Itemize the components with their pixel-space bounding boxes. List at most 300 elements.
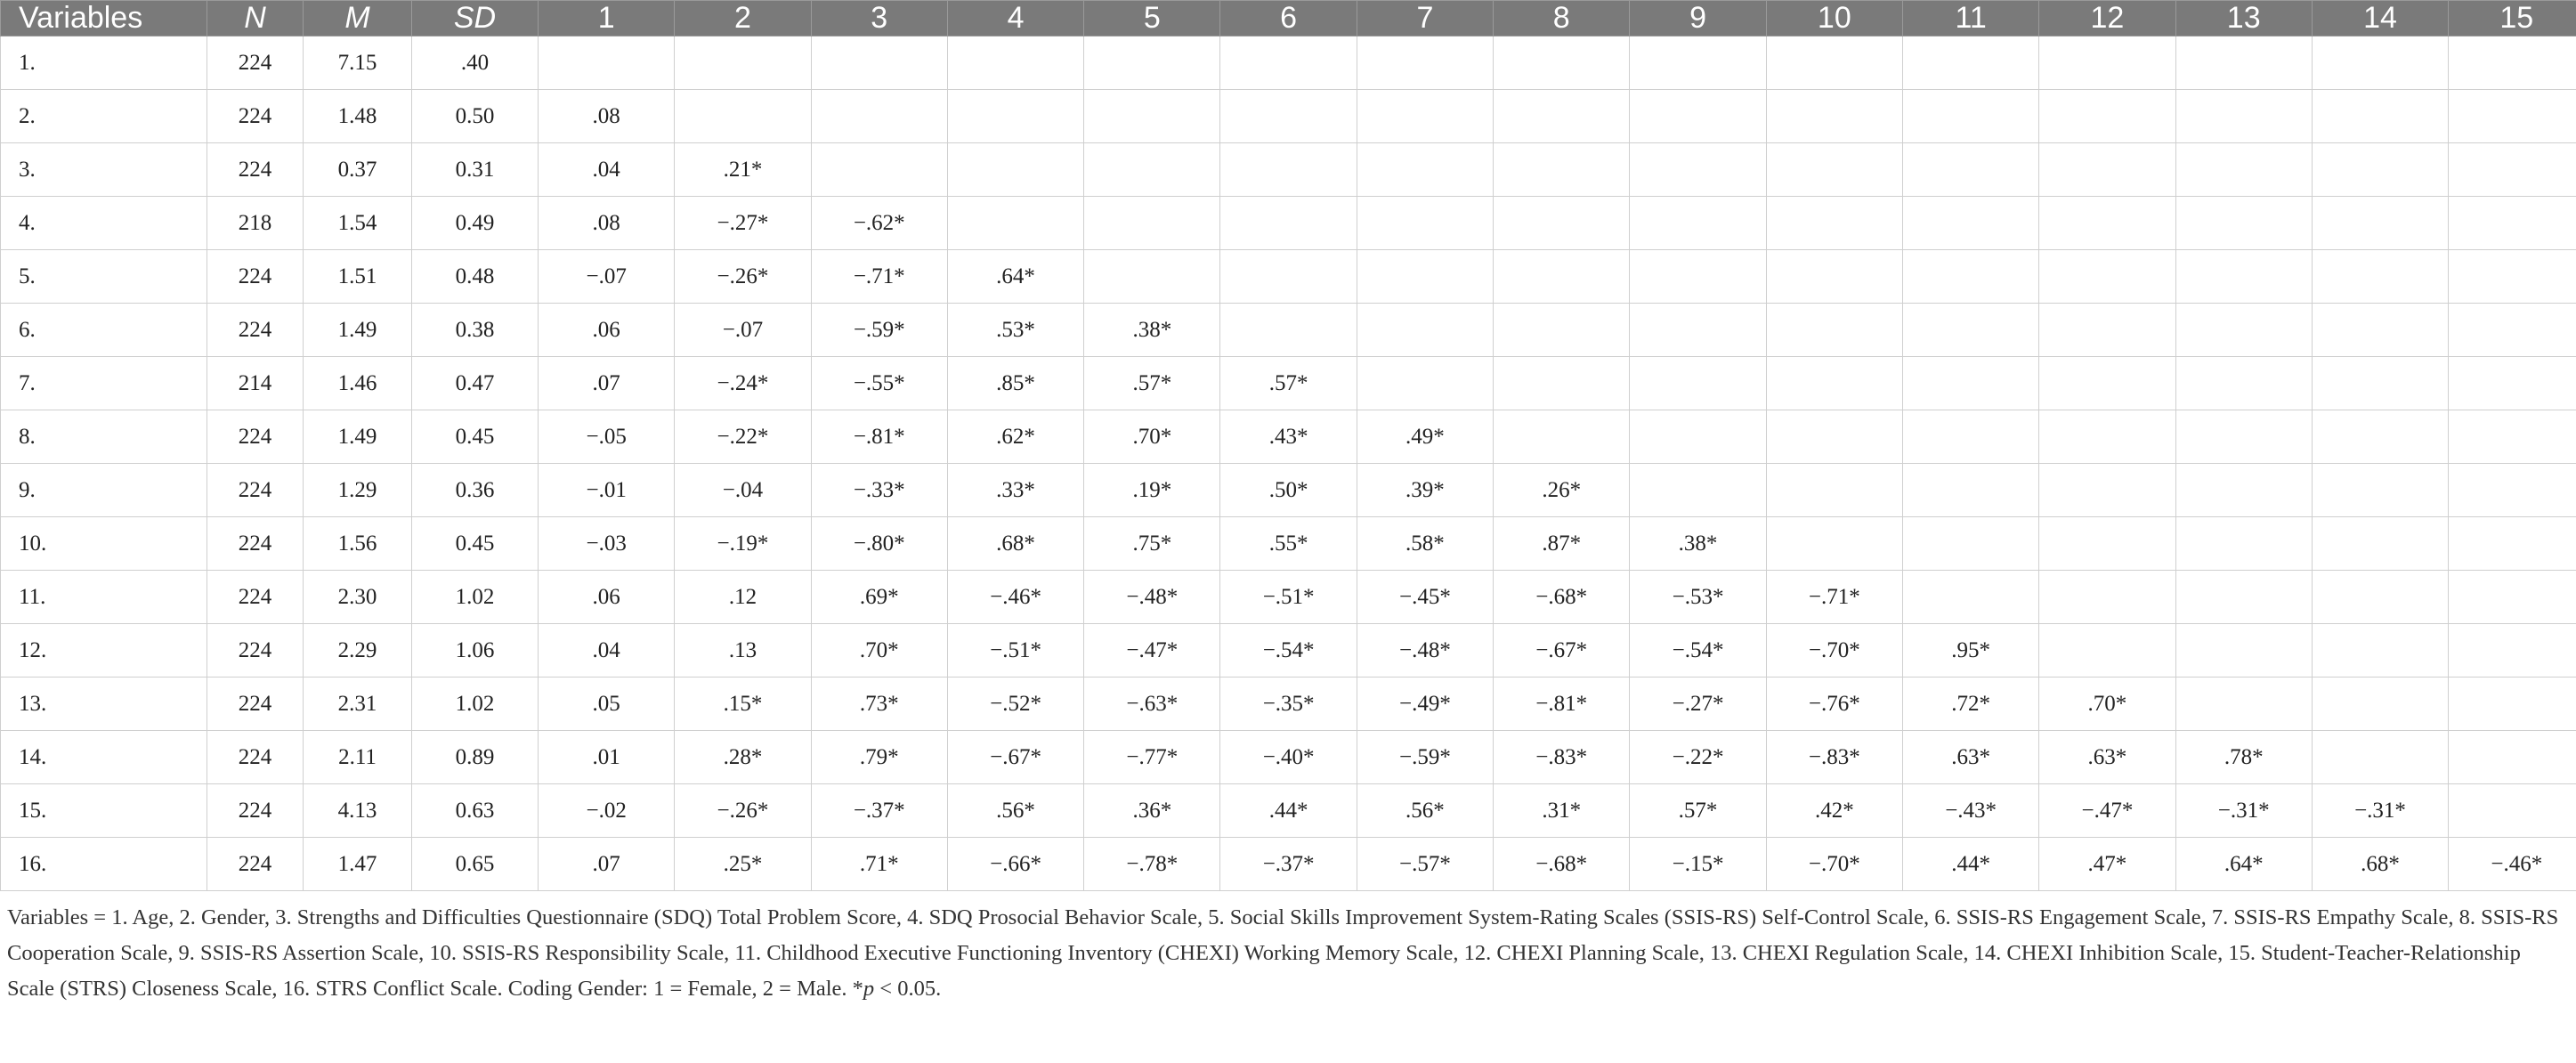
table-cell: −.59* bbox=[1357, 731, 1493, 784]
table-cell: 1.51 bbox=[304, 250, 412, 304]
table-cell: 0.47 bbox=[412, 357, 539, 410]
column-header: 5 bbox=[1084, 1, 1220, 37]
table-row bbox=[1, 143, 2576, 197]
table-cell bbox=[1766, 304, 1902, 357]
table-cell: 224 bbox=[207, 731, 304, 784]
table-cell: .05 bbox=[539, 678, 675, 731]
column-header: 13 bbox=[2175, 1, 2312, 37]
table-cell bbox=[811, 90, 947, 143]
table-cell bbox=[1357, 90, 1493, 143]
table-cell: .04 bbox=[539, 143, 675, 197]
table-cell bbox=[947, 197, 1083, 250]
table-cell bbox=[811, 143, 947, 197]
table-cell bbox=[2039, 464, 2175, 517]
table-cell bbox=[1220, 197, 1357, 250]
table-cell bbox=[1902, 517, 2038, 571]
table-cell bbox=[1630, 304, 1766, 357]
table-cell: 0.31 bbox=[412, 143, 539, 197]
table-cell: −.22* bbox=[675, 410, 811, 464]
table-cell bbox=[1902, 37, 2038, 90]
table-cell: −.51* bbox=[947, 624, 1083, 678]
table-cell: .43* bbox=[1220, 410, 1357, 464]
table-cell bbox=[2039, 197, 2175, 250]
table-cell: −.54* bbox=[1630, 624, 1766, 678]
table-cell: −.46* bbox=[947, 571, 1083, 624]
table-row bbox=[1, 517, 2576, 571]
table-cell bbox=[2449, 731, 2576, 784]
table-cell bbox=[1494, 37, 1630, 90]
table-cell: .08 bbox=[539, 90, 675, 143]
table-cell bbox=[2449, 37, 2576, 90]
table-cell: .25* bbox=[675, 838, 811, 891]
table-row bbox=[1, 197, 2576, 250]
table-cell bbox=[1220, 143, 1357, 197]
column-header: 2 bbox=[675, 1, 811, 37]
table-cell bbox=[1902, 357, 2038, 410]
note-p-tail: < 0.05. bbox=[874, 977, 942, 1001]
table-cell: 1.47 bbox=[304, 838, 412, 891]
table-cell bbox=[1766, 464, 1902, 517]
table-cell: 2.31 bbox=[304, 678, 412, 731]
table-header-row bbox=[1, 1, 2576, 37]
table-cell: .64* bbox=[2175, 838, 2312, 891]
table-cell: 0.49 bbox=[412, 197, 539, 250]
table-cell: .68* bbox=[2312, 838, 2448, 891]
note-p-symbol: p bbox=[863, 977, 875, 1001]
table-cell: 218 bbox=[207, 197, 304, 250]
table-cell: −.35* bbox=[1220, 678, 1357, 731]
table-cell: .70* bbox=[2039, 678, 2175, 731]
table-cell: .78* bbox=[2175, 731, 2312, 784]
table-cell: −.48* bbox=[1357, 624, 1493, 678]
table-cell bbox=[2039, 143, 2175, 197]
table-cell: −.48* bbox=[1084, 571, 1220, 624]
table-cell: .26* bbox=[1494, 464, 1630, 517]
table-cell bbox=[1630, 197, 1766, 250]
table-cell: −.76* bbox=[1766, 678, 1902, 731]
table-cell: −.47* bbox=[2039, 784, 2175, 838]
column-header: 1 bbox=[539, 1, 675, 37]
variable-label-cell: 4. bbox=[1, 197, 207, 250]
column-header: 7 bbox=[1357, 1, 1493, 37]
table-cell: 1.02 bbox=[412, 678, 539, 731]
table-cell: .13 bbox=[675, 624, 811, 678]
table-cell bbox=[2312, 464, 2448, 517]
variable-label-cell: 15. bbox=[1, 784, 207, 838]
table-cell bbox=[539, 37, 675, 90]
table-cell bbox=[2312, 143, 2448, 197]
table-cell: .95* bbox=[1902, 624, 2038, 678]
table-cell bbox=[1494, 197, 1630, 250]
table-cell bbox=[2449, 571, 2576, 624]
column-header: SD bbox=[412, 1, 539, 37]
table-cell: 224 bbox=[207, 464, 304, 517]
table-cell: .44* bbox=[1902, 838, 2038, 891]
table-cell: −.07 bbox=[675, 304, 811, 357]
table-row bbox=[1, 410, 2576, 464]
table-cell: .57* bbox=[1220, 357, 1357, 410]
table-cell bbox=[2039, 304, 2175, 357]
table-cell bbox=[2175, 37, 2312, 90]
table-cell: −.81* bbox=[811, 410, 947, 464]
table-cell: −.52* bbox=[947, 678, 1083, 731]
table-cell bbox=[1630, 37, 1766, 90]
table-cell bbox=[1494, 410, 1630, 464]
table-cell bbox=[2312, 197, 2448, 250]
table-cell bbox=[2039, 250, 2175, 304]
table-cell bbox=[1766, 357, 1902, 410]
variable-label-cell: 6. bbox=[1, 304, 207, 357]
table-cell bbox=[2039, 517, 2175, 571]
table-cell: −.55* bbox=[811, 357, 947, 410]
table-cell bbox=[2175, 624, 2312, 678]
table-cell bbox=[1902, 464, 2038, 517]
table-cell: −.78* bbox=[1084, 838, 1220, 891]
table-cell: 224 bbox=[207, 571, 304, 624]
table-cell: .75* bbox=[1084, 517, 1220, 571]
table-cell bbox=[2039, 624, 2175, 678]
table-cell bbox=[1494, 357, 1630, 410]
variable-label-cell: 1. bbox=[1, 37, 207, 90]
table-cell: 1.49 bbox=[304, 410, 412, 464]
table-cell bbox=[1902, 90, 2038, 143]
table-cell: 224 bbox=[207, 250, 304, 304]
variable-label-cell: 11. bbox=[1, 571, 207, 624]
table-row bbox=[1, 571, 2576, 624]
table-cell: .69* bbox=[811, 571, 947, 624]
table-cell: 224 bbox=[207, 37, 304, 90]
table-cell: −.81* bbox=[1494, 678, 1630, 731]
table-cell: .87* bbox=[1494, 517, 1630, 571]
table-cell bbox=[1630, 143, 1766, 197]
table-cell: .33* bbox=[947, 464, 1083, 517]
table-cell bbox=[1902, 143, 2038, 197]
table-cell bbox=[1630, 250, 1766, 304]
table-cell: 0.45 bbox=[412, 410, 539, 464]
table-cell bbox=[1084, 37, 1220, 90]
table-cell: −.05 bbox=[539, 410, 675, 464]
table-row bbox=[1, 731, 2576, 784]
table-cell: −.49* bbox=[1357, 678, 1493, 731]
table-cell: −.37* bbox=[1220, 838, 1357, 891]
column-header: 4 bbox=[947, 1, 1083, 37]
table-cell bbox=[1357, 143, 1493, 197]
table-row bbox=[1, 678, 2576, 731]
table-cell: 1.29 bbox=[304, 464, 412, 517]
table-cell bbox=[2312, 517, 2448, 571]
variable-label-cell: 5. bbox=[1, 250, 207, 304]
table-cell: .31* bbox=[1494, 784, 1630, 838]
table-cell bbox=[1084, 143, 1220, 197]
table-cell: .42* bbox=[1766, 784, 1902, 838]
variable-label-cell: 2. bbox=[1, 90, 207, 143]
table-cell: −.26* bbox=[675, 250, 811, 304]
table-cell: 224 bbox=[207, 678, 304, 731]
table-cell: −.83* bbox=[1494, 731, 1630, 784]
table-cell: −.51* bbox=[1220, 571, 1357, 624]
table-cell: −.03 bbox=[539, 517, 675, 571]
table-cell bbox=[2175, 304, 2312, 357]
column-header: M bbox=[304, 1, 412, 37]
table-cell bbox=[1084, 90, 1220, 143]
table-cell: 1.49 bbox=[304, 304, 412, 357]
table-cell bbox=[1220, 90, 1357, 143]
table-cell: 0.63 bbox=[412, 784, 539, 838]
column-header: 8 bbox=[1494, 1, 1630, 37]
table-cell: .57* bbox=[1084, 357, 1220, 410]
table-cell bbox=[1902, 571, 2038, 624]
table-cell: −.01 bbox=[539, 464, 675, 517]
table-cell: −.67* bbox=[947, 731, 1083, 784]
table-cell bbox=[2175, 464, 2312, 517]
table-cell: −.68* bbox=[1494, 838, 1630, 891]
table-cell bbox=[2312, 357, 2448, 410]
table-cell: .40 bbox=[412, 37, 539, 90]
table-row bbox=[1, 624, 2576, 678]
table-cell: 224 bbox=[207, 784, 304, 838]
table-cell: .58* bbox=[1357, 517, 1493, 571]
table-cell: .36* bbox=[1084, 784, 1220, 838]
table-cell bbox=[2449, 304, 2576, 357]
column-header: 9 bbox=[1630, 1, 1766, 37]
table-cell: −.80* bbox=[811, 517, 947, 571]
table-cell: 224 bbox=[207, 304, 304, 357]
variable-label-cell: 3. bbox=[1, 143, 207, 197]
table-cell: .39* bbox=[1357, 464, 1493, 517]
table-cell bbox=[1084, 250, 1220, 304]
table-cell: −.66* bbox=[947, 838, 1083, 891]
table-cell bbox=[1357, 304, 1493, 357]
table-cell: 0.48 bbox=[412, 250, 539, 304]
table-cell: −.77* bbox=[1084, 731, 1220, 784]
column-header: 15 bbox=[2449, 1, 2576, 37]
table-cell bbox=[2312, 624, 2448, 678]
table-cell: −.54* bbox=[1220, 624, 1357, 678]
table-cell bbox=[1766, 197, 1902, 250]
table-cell bbox=[2175, 678, 2312, 731]
table-cell: −.31* bbox=[2175, 784, 2312, 838]
table-cell bbox=[1494, 90, 1630, 143]
table-cell bbox=[2312, 571, 2448, 624]
table-cell: 0.37 bbox=[304, 143, 412, 197]
table-row bbox=[1, 250, 2576, 304]
table-cell: 224 bbox=[207, 90, 304, 143]
table-cell: .79* bbox=[811, 731, 947, 784]
table-cell bbox=[1766, 517, 1902, 571]
table-cell bbox=[2039, 37, 2175, 90]
table-cell: −.70* bbox=[1766, 624, 1902, 678]
table-cell bbox=[1766, 37, 1902, 90]
table-cell bbox=[1084, 197, 1220, 250]
table-cell: −.59* bbox=[811, 304, 947, 357]
table-cell bbox=[675, 90, 811, 143]
table-cell: −.57* bbox=[1357, 838, 1493, 891]
table-cell bbox=[811, 37, 947, 90]
table-cell bbox=[1357, 37, 1493, 90]
table-cell: 1.06 bbox=[412, 624, 539, 678]
table-cell: .38* bbox=[1084, 304, 1220, 357]
table-cell bbox=[2449, 784, 2576, 838]
table-cell: .07 bbox=[539, 838, 675, 891]
table-cell bbox=[2312, 678, 2448, 731]
table-cell bbox=[2175, 197, 2312, 250]
table-cell bbox=[1902, 197, 2038, 250]
table-cell bbox=[2449, 90, 2576, 143]
table-cell: .68* bbox=[947, 517, 1083, 571]
table-cell: −.71* bbox=[811, 250, 947, 304]
table-cell bbox=[1357, 250, 1493, 304]
table-cell: .15* bbox=[675, 678, 811, 731]
table-cell bbox=[1630, 357, 1766, 410]
table-cell: .38* bbox=[1630, 517, 1766, 571]
table-cell: −.45* bbox=[1357, 571, 1493, 624]
column-header: 10 bbox=[1766, 1, 1902, 37]
table-cell bbox=[2175, 571, 2312, 624]
table-row bbox=[1, 838, 2576, 891]
table-cell: −.53* bbox=[1630, 571, 1766, 624]
table-cell: 214 bbox=[207, 357, 304, 410]
table-cell bbox=[2039, 357, 2175, 410]
table-cell: −.71* bbox=[1766, 571, 1902, 624]
table-cell bbox=[1902, 250, 2038, 304]
table-cell bbox=[2449, 464, 2576, 517]
column-header: 12 bbox=[2039, 1, 2175, 37]
table-cell: .62* bbox=[947, 410, 1083, 464]
table-cell bbox=[1220, 37, 1357, 90]
table-cell: 224 bbox=[207, 517, 304, 571]
table-cell: .56* bbox=[947, 784, 1083, 838]
table-cell: 4.13 bbox=[304, 784, 412, 838]
table-cell bbox=[2312, 250, 2448, 304]
table-cell bbox=[2312, 731, 2448, 784]
table-cell: .71* bbox=[811, 838, 947, 891]
table-cell: 1.48 bbox=[304, 90, 412, 143]
table-cell: 0.65 bbox=[412, 838, 539, 891]
table-cell: −.33* bbox=[811, 464, 947, 517]
table-cell: 2.29 bbox=[304, 624, 412, 678]
table-cell bbox=[2039, 410, 2175, 464]
table-cell: .63* bbox=[2039, 731, 2175, 784]
variable-label-cell: 8. bbox=[1, 410, 207, 464]
table-cell: .21* bbox=[675, 143, 811, 197]
table-cell: .49* bbox=[1357, 410, 1493, 464]
table-cell: 2.30 bbox=[304, 571, 412, 624]
table-cell: −.04 bbox=[675, 464, 811, 517]
table-cell: 2.11 bbox=[304, 731, 412, 784]
table-cell bbox=[1494, 250, 1630, 304]
table-cell: 1.56 bbox=[304, 517, 412, 571]
table-cell: −.31* bbox=[2312, 784, 2448, 838]
table-cell bbox=[1357, 357, 1493, 410]
table-cell bbox=[2175, 517, 2312, 571]
variable-label-cell: 12. bbox=[1, 624, 207, 678]
table-cell bbox=[2312, 410, 2448, 464]
table-cell: .12 bbox=[675, 571, 811, 624]
table-cell bbox=[947, 143, 1083, 197]
table-cell: .08 bbox=[539, 197, 675, 250]
table-cell bbox=[1630, 410, 1766, 464]
table-cell: 224 bbox=[207, 624, 304, 678]
table-cell bbox=[2175, 90, 2312, 143]
table-cell: .01 bbox=[539, 731, 675, 784]
table-cell: .56* bbox=[1357, 784, 1493, 838]
table-cell: −.46* bbox=[2449, 838, 2576, 891]
variable-label-cell: 7. bbox=[1, 357, 207, 410]
table-cell: −.24* bbox=[675, 357, 811, 410]
table-cell bbox=[947, 37, 1083, 90]
table-note bbox=[0, 891, 2569, 1007]
table-cell bbox=[1357, 197, 1493, 250]
table-cell bbox=[1220, 250, 1357, 304]
table-cell: 1.54 bbox=[304, 197, 412, 250]
table-cell bbox=[1902, 410, 2038, 464]
table-cell: −.62* bbox=[811, 197, 947, 250]
table-cell bbox=[1630, 464, 1766, 517]
table-cell bbox=[2312, 90, 2448, 143]
table-cell bbox=[1494, 143, 1630, 197]
table-cell: .70* bbox=[811, 624, 947, 678]
table-cell: .64* bbox=[947, 250, 1083, 304]
variable-label-cell: 13. bbox=[1, 678, 207, 731]
table-cell: .07 bbox=[539, 357, 675, 410]
note-text: Variables = 1. Age, 2. Gender, 3. Strengths and Difficulties Questionnaire (SDQ) Total Problem Score, 4. SDQ Prosocial Behavior Scale, 5. Social Skills Improvement System-Rating Scales (SSIS-RS) Self-Control Scale, 6. SSIS-RS Engagement Scale, 7. SSIS-RS Empathy Scale, 8. SSIS-RS Cooperation Scale, 9. SSIS-RS Assertion Scale, 10. SSIS-RS Responsibility Scale, 11. Childhood Executive Functioning Inventory (CHEXI) Working Memory Scale, 12. CHEXI Planning Scale, 13. CHEXI Regulation Scale, 14. CHEXI Inhibition Scale, 15. Student-Teacher-Relationship Scale (STRS) Closeness Scale, 16. STRS Conflict Scale. Coding Gender: 1 = Female, 2 = Male. * bbox=[7, 905, 2559, 1001]
table-cell: .04 bbox=[539, 624, 675, 678]
table-row bbox=[1, 37, 2576, 90]
table-cell bbox=[2449, 624, 2576, 678]
table-cell: .53* bbox=[947, 304, 1083, 357]
table-cell: .73* bbox=[811, 678, 947, 731]
table-cell bbox=[2449, 517, 2576, 571]
table-cell: 0.36 bbox=[412, 464, 539, 517]
table-cell: −.83* bbox=[1766, 731, 1902, 784]
table-cell bbox=[2175, 250, 2312, 304]
table-cell bbox=[1630, 90, 1766, 143]
table-cell: .19* bbox=[1084, 464, 1220, 517]
table-cell: 1.02 bbox=[412, 571, 539, 624]
variable-label-cell: 9. bbox=[1, 464, 207, 517]
table-row bbox=[1, 357, 2576, 410]
table-cell: −.27* bbox=[675, 197, 811, 250]
table-cell: 0.38 bbox=[412, 304, 539, 357]
column-header: Variables bbox=[1, 1, 207, 37]
table-cell: 7.15 bbox=[304, 37, 412, 90]
table-cell: 224 bbox=[207, 838, 304, 891]
table-row bbox=[1, 90, 2576, 143]
table-cell bbox=[2449, 143, 2576, 197]
table-cell: .70* bbox=[1084, 410, 1220, 464]
table-cell: −.19* bbox=[675, 517, 811, 571]
table-cell bbox=[1766, 410, 1902, 464]
table-row bbox=[1, 464, 2576, 517]
table-cell: −.02 bbox=[539, 784, 675, 838]
table-body bbox=[1, 37, 2576, 891]
table-cell: −.47* bbox=[1084, 624, 1220, 678]
table-cell: .06 bbox=[539, 304, 675, 357]
table-cell: .72* bbox=[1902, 678, 2038, 731]
table-cell: −.67* bbox=[1494, 624, 1630, 678]
variable-label-cell: 10. bbox=[1, 517, 207, 571]
table-cell: −.63* bbox=[1084, 678, 1220, 731]
table-cell: −.22* bbox=[1630, 731, 1766, 784]
table-cell bbox=[2449, 357, 2576, 410]
table-cell bbox=[1902, 304, 2038, 357]
table-cell bbox=[947, 90, 1083, 143]
table-cell bbox=[1766, 143, 1902, 197]
table-cell: −.70* bbox=[1766, 838, 1902, 891]
column-header: 3 bbox=[811, 1, 947, 37]
column-header: 6 bbox=[1220, 1, 1357, 37]
table-cell: .06 bbox=[539, 571, 675, 624]
